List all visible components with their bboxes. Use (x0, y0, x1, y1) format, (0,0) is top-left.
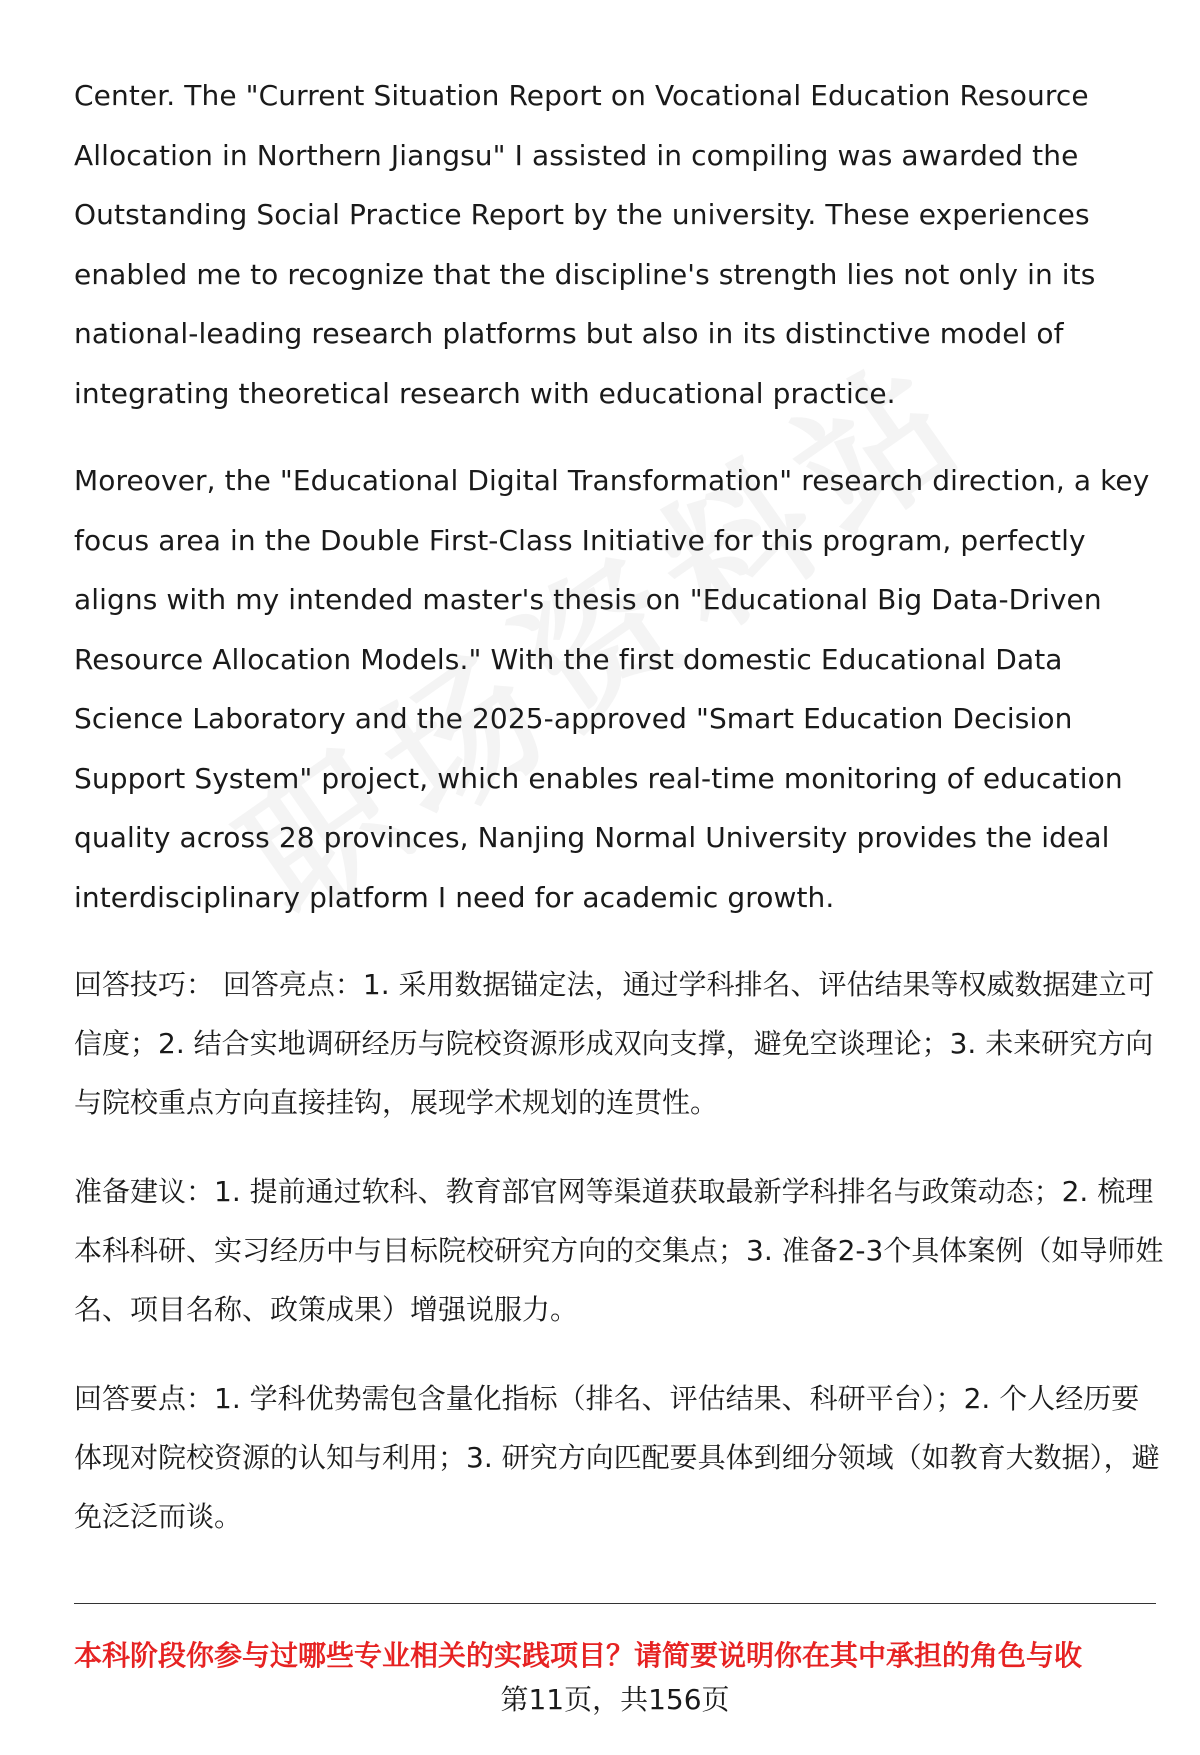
paragraph-research-direction: Moreover, the "Educational Digital Transformation" research direction, a key focus area in the Double First-Class Initiative for this program, perfectly aligns with my intended master's thesis on "Educational Big Data-Driven Resource Allocation Models." With the first domestic Educational Data Science Laboratory and the 2025-approved "Smart Education Decision Support System" project, which enables real-time monitoring of education quality across 28 provinces, Nanjing Normal University provides the ideal interdisciplinary platform I need for academic growth. (74, 464, 1150, 914)
next-question-heading: 本科阶段你参与过哪些专业相关的实践项目？请简要说明你在其中承担的角色与收 (74, 1639, 1083, 1672)
section-divider (74, 1603, 1156, 1604)
paragraph-practice: Center. The "Current Situation Report on Vocational Education Resource Allocation in Northern Jiangsu" I assisted in compiling was awarded the Outstanding Social Practice Report by the university. These experiences enabled me to recognize that the discipline's strength lies not only in its national-leading research platforms but also in its distinctive model of integrating theoretical research with educational practice. (74, 79, 1096, 410)
page-number: 第11页，共156页 (500, 1683, 730, 1716)
answer-key-points: 回答要点：1. 学科优势需包含量化指标（排名、评估结果、科研平台）；2. 个人经历要体现对院校资源的认知与利用；3. 研究方向匹配要具体到细分领域（如教育大数据），避免泛泛而谈。 (74, 1382, 1160, 1533)
answer-tips: 回答技巧： 回答亮点：1. 采用数据锚定法，通过学科排名、评估结果等权威数据建立可信度；2. 结合实地调研经历与院校资源形成双向支撑，避免空谈理论；3. 未来研究方向与院校重点方向直接挂钩，展现学术规划的连贯性。 (74, 968, 1155, 1119)
prep-advice: 准备建议：1. 提前通过软科、教育部官网等渠道获取最新学科排名与政策动态；2. 梳理本科科研、实习经历中与目标院校研究方向的交集点；3. 准备2-3个具体案例（如导师姓名、项目名称、政策成果）增强说服力。 (74, 1175, 1164, 1326)
document-body (74, 66, 1164, 1576)
